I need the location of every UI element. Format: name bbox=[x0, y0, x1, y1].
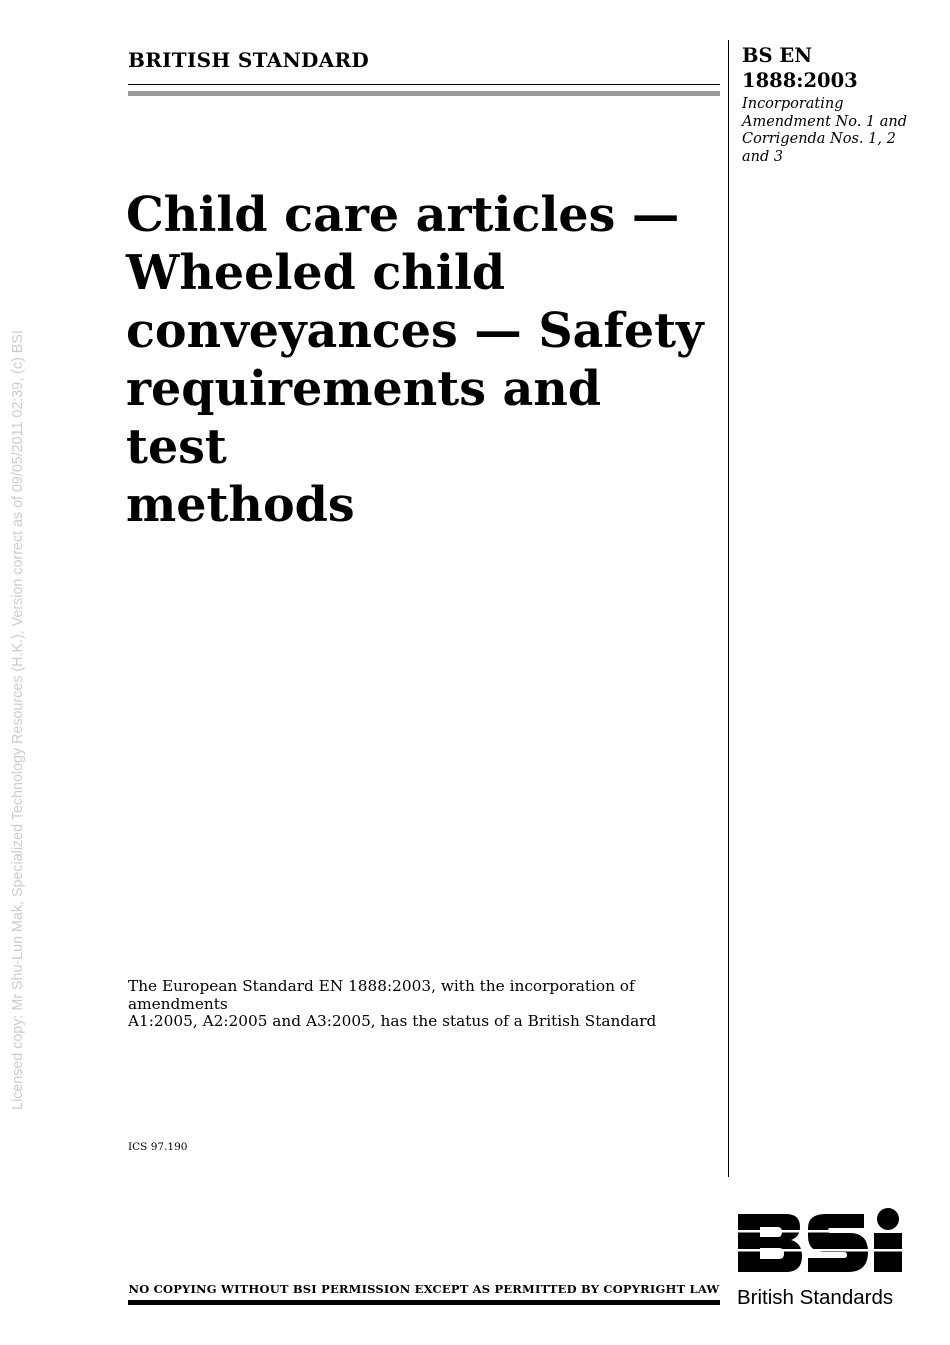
standard-number-code: 1888:2003 bbox=[742, 69, 858, 92]
title-line: requirements and test bbox=[126, 361, 602, 475]
ics-code: ICS 97.190 bbox=[128, 1141, 188, 1153]
bsi-logo-wordmark: British Standards bbox=[737, 1286, 894, 1309]
document-type-label: BRITISH STANDARD bbox=[128, 48, 370, 72]
header-rule-thick bbox=[128, 91, 720, 96]
footer-rule bbox=[128, 1300, 720, 1305]
license-watermark: Licensed copy: Mr Shu-Lun Mak, Specialized Technology Resources (H.K.), Version correct as of 09/05/2011 02:39, (c) BSI bbox=[10, 330, 26, 1110]
title-line: methods bbox=[126, 477, 355, 533]
standard-number-prefix: BS EN bbox=[742, 44, 813, 67]
amendment-note-line: and 3 bbox=[742, 148, 784, 165]
status-line: A1:2005, A2:2005 and A3:2005, has the status of a British Standard bbox=[128, 1012, 657, 1030]
header-rule-thin bbox=[128, 84, 720, 85]
amendment-note-line: Incorporating bbox=[742, 96, 844, 112]
status-line: The European Standard EN 1888:2003, with the incorporation of amendments bbox=[128, 977, 635, 1013]
amendment-note-line: Corrigenda Nos. 1, 2 bbox=[742, 131, 896, 147]
title-line: Child care articles — bbox=[126, 187, 680, 243]
title-line: conveyances — Safety bbox=[126, 303, 704, 359]
document-title bbox=[126, 186, 716, 534]
title-line: Wheeled child bbox=[126, 245, 506, 301]
amendment-note bbox=[742, 96, 912, 166]
standard-number bbox=[742, 43, 912, 93]
status-statement bbox=[128, 978, 718, 1031]
amendment-note-line: Amendment No. 1 and bbox=[742, 113, 908, 130]
margin-divider bbox=[728, 40, 729, 1177]
copyright-notice: NO COPYING WITHOUT BSI PERMISSION EXCEPT AS PERMITTED BY COPYRIGHT LAW bbox=[128, 1282, 720, 1296]
